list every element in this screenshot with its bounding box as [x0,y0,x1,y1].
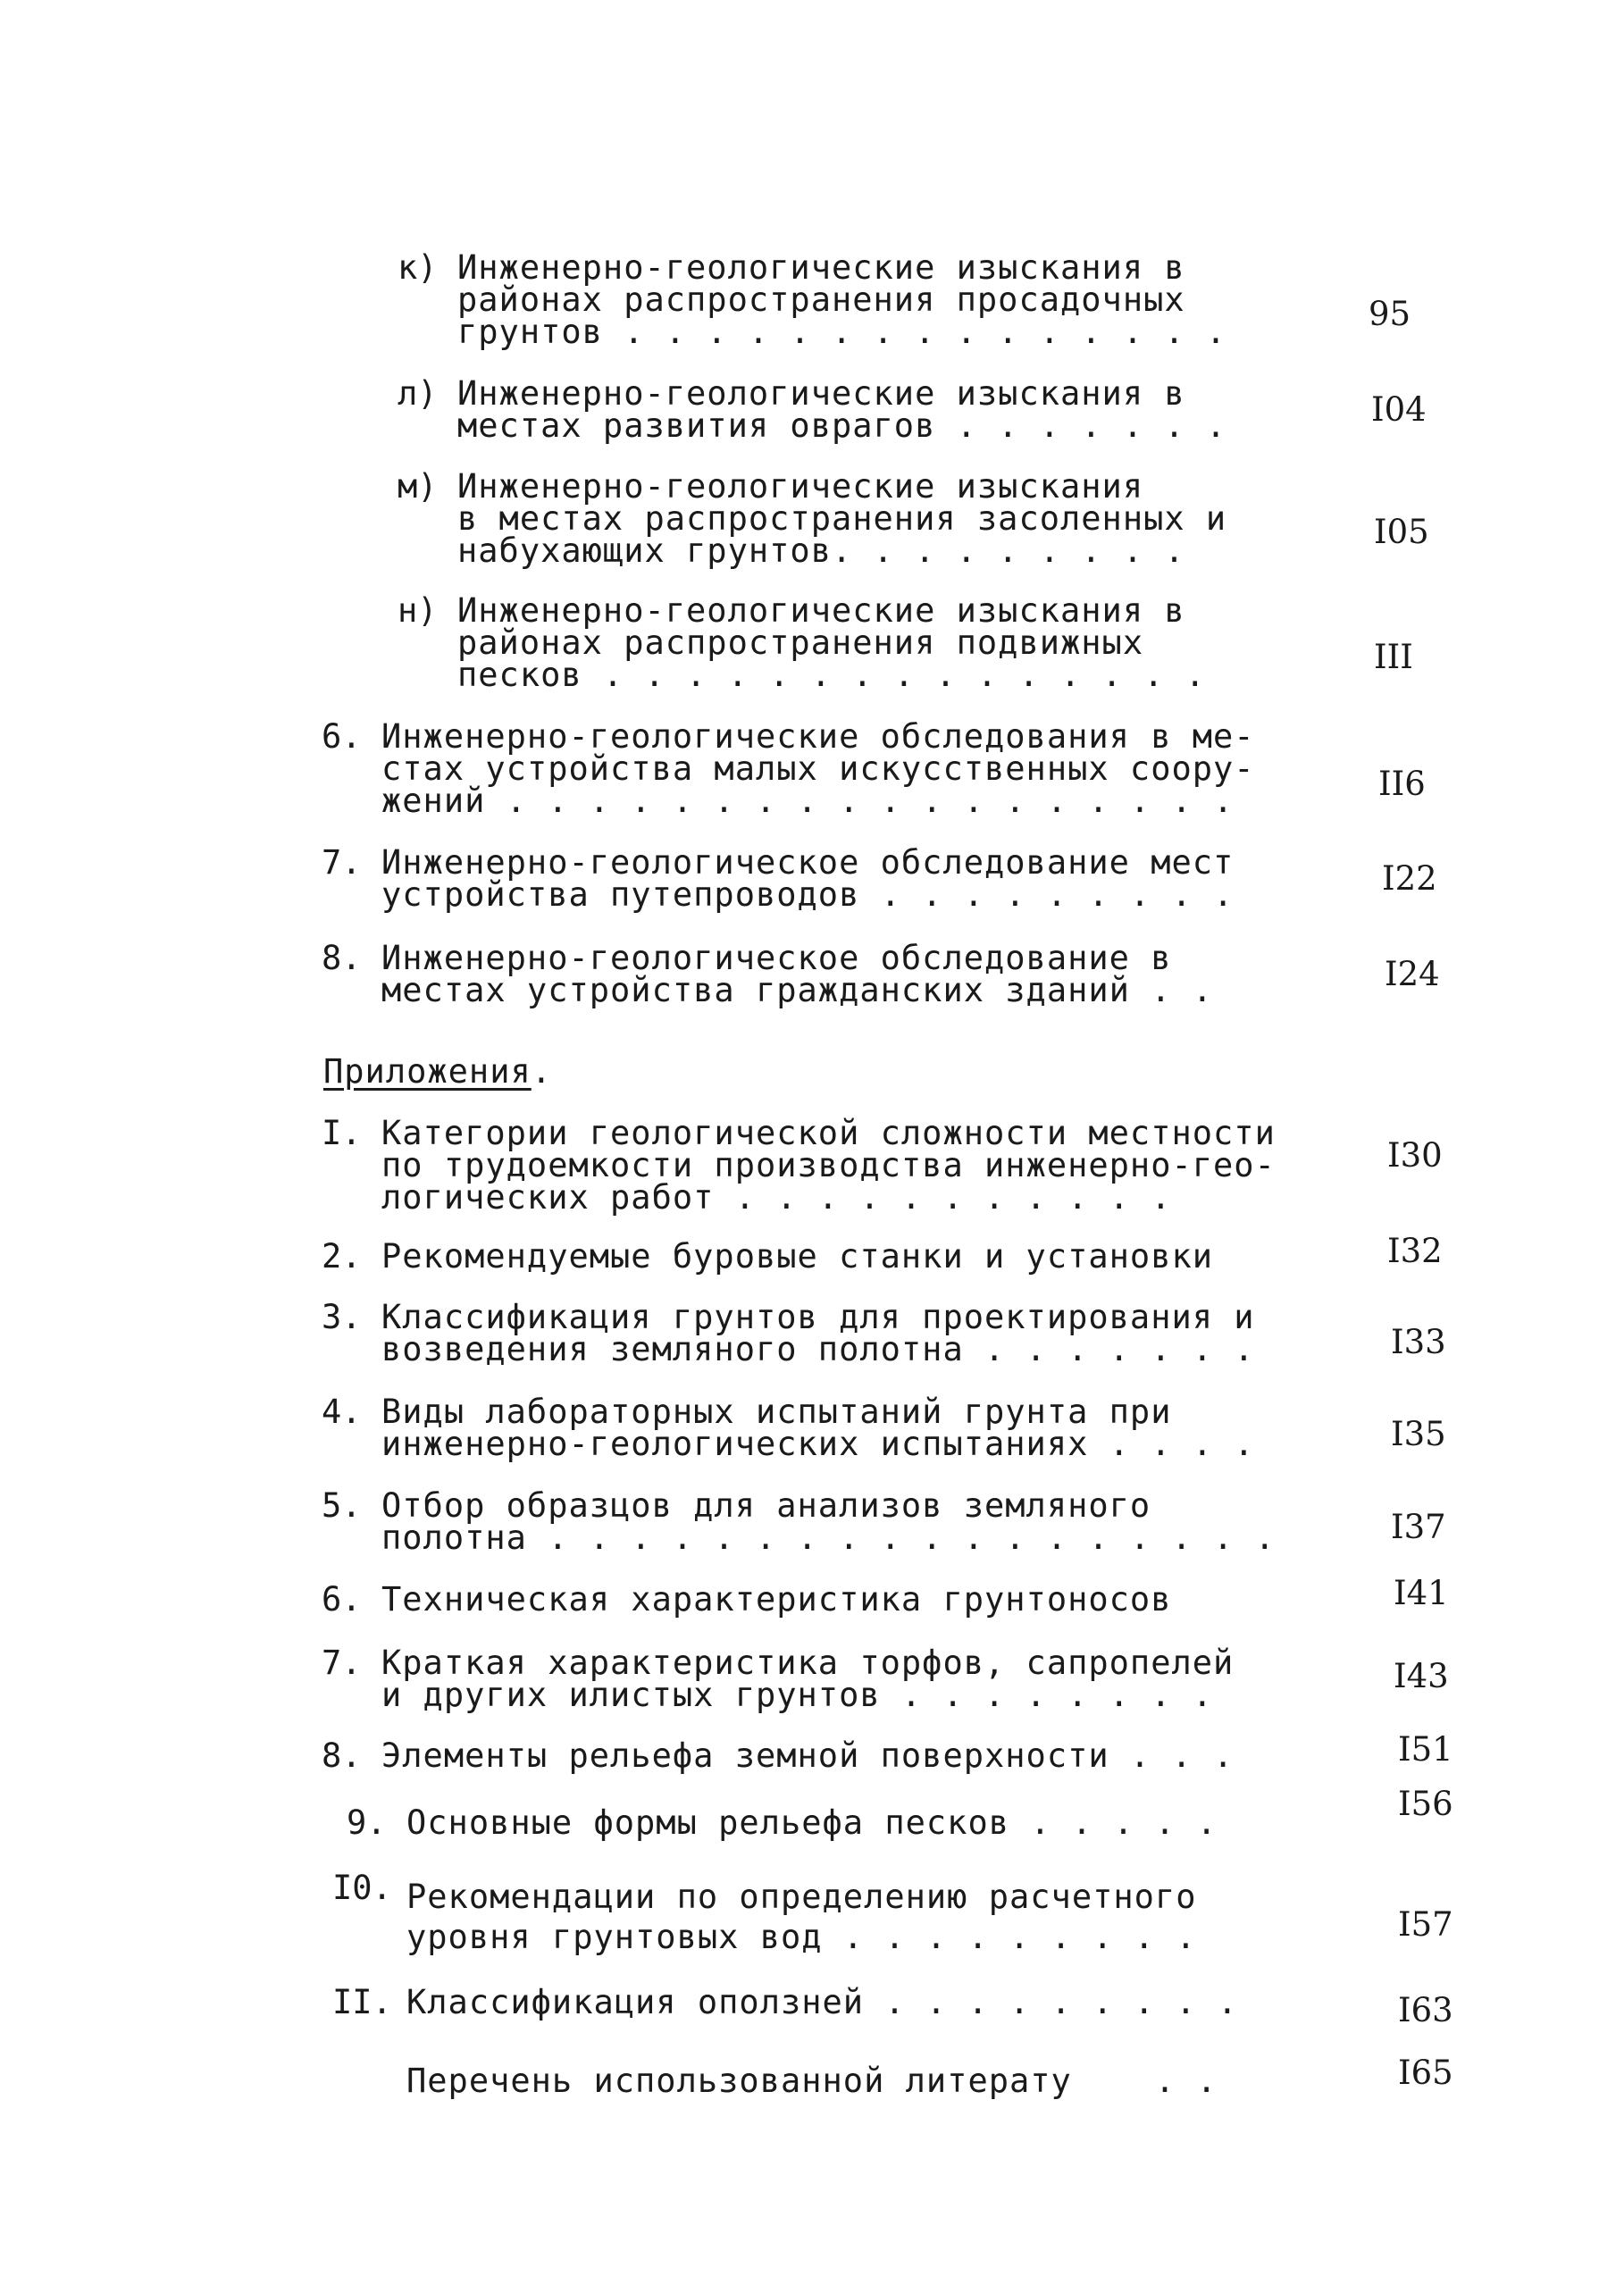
toc-section-6 [381,717,1255,820]
toc-subitem-n [457,591,1206,694]
appendix-heading-row [323,1052,553,1091]
toc-bibliography [406,2062,1218,2100]
toc-line: Инженерно-геологическое обследование в [381,939,1172,977]
toc-appendix-1 [381,1114,1276,1217]
toc-page-number: I05 [1374,513,1429,551]
toc-appendix-number: 9. [347,1803,387,1842]
toc-subitem-marker: м) [398,467,438,506]
toc-page-number: 95 [1369,295,1411,333]
toc-appendix-11 [406,1983,1239,2021]
toc-appendix-number: II. [332,1983,392,2021]
toc-line: в местах распространения засоленных и [457,499,1227,538]
toc-page-number: I43 [1394,1657,1449,1695]
toc-appendix-number: I. [322,1114,362,1152]
toc-line: грунтов . . . . . . . . . . . . . . . [457,313,1227,351]
appendix-heading-dot: . [531,1052,553,1091]
toc-line: Классификация оползней . . . . . . . . . [406,1983,1239,2021]
toc-appendix-9 [406,1803,1218,1842]
toc-subitem-marker: к) [398,248,438,287]
toc-appendix-3 [381,1298,1255,1368]
toc-line: и других илистых грунтов . . . . . . . . [381,1676,1214,1714]
toc-page-number: I32 [1387,1232,1443,1270]
toc-line: устройства путепроводов . . . . . . . . . [381,875,1235,914]
toc-appendix-number: 6. [322,1580,362,1619]
toc-page-number: I56 [1398,1785,1453,1823]
toc-page-number: I04 [1371,390,1427,429]
toc-line: логических работ . . . . . . . . . . . [381,1178,1172,1217]
toc-line: по трудоемкости производства инженерно-гео- [381,1146,1276,1184]
toc-section-8 [381,939,1214,1009]
toc-line: местах устройства гражданских зданий . . [381,971,1214,1009]
toc-page-number: I51 [1398,1730,1453,1769]
toc-line: Категории геологической сложности местности [381,1114,1276,1152]
toc-appendix-8 [381,1736,1235,1775]
toc-page-number: I30 [1387,1136,1443,1175]
toc-line: Рекомендуемые буровые станки и установки [381,1237,1214,1276]
toc-line: Классификация грунтов для проектирования и [381,1298,1255,1336]
appendix-heading: Приложения [323,1052,532,1091]
toc-line: Инженерно-геологические изыскания в [457,591,1185,630]
toc-appendix-number: 7. [322,1644,362,1682]
toc-line: Инженерно-геологические изыскания в [457,248,1185,287]
toc-line: Краткая характеристика торфов, сапропелей [381,1644,1235,1682]
toc-section-7 [381,843,1235,914]
toc-page-number: II6 [1378,765,1426,803]
toc-line: Инженерно-геологические изыскания в [457,374,1185,413]
toc-page-number: I33 [1391,1323,1446,1361]
toc-line: районах распространения просадочных [457,280,1185,319]
toc-page-number: I57 [1398,1905,1453,1944]
toc-subitem-l [457,374,1227,445]
toc-line: песков . . . . . . . . . . . . . . . [457,656,1206,694]
toc-page-number: I65 [1398,2054,1453,2092]
toc-subitem-marker: н) [398,591,438,630]
toc-page-number: III [1374,638,1413,676]
toc-line: Техническая характеристика грунтоносов [381,1580,1172,1619]
toc-page-number: I35 [1391,1415,1446,1453]
toc-line: Виды лабораторных испытаний грунта при [381,1393,1172,1431]
toc-appendix-number: 8. [322,1736,362,1775]
toc-line: Инженерно-геологические обследования в ме- [381,717,1255,756]
toc-line: Элементы рельефа земной поверхности . . . [381,1736,1235,1775]
toc-line: возведения земляного полотна . . . . . . . [381,1330,1255,1368]
toc-appendix-10 [406,1872,1196,1954]
toc-appendix-4 [381,1393,1255,1463]
toc-line: районах распространения подвижных [457,623,1144,662]
toc-line: Инженерно-геологические изыскания [457,467,1144,506]
toc-line: набухающих грунтов. . . . . . . . . [457,531,1185,570]
toc-line: Перечень использованной литерату . . [406,2062,1218,2100]
toc-line: стах устройства малых искусственных соору- [381,749,1255,788]
toc-line: Основные формы рельефа песков . . . . . [406,1803,1218,1842]
toc-page-number: I37 [1391,1508,1446,1546]
toc-page-number: I24 [1385,955,1440,993]
toc-appendix-number: 2. [322,1237,362,1276]
toc-line: Отбор образцов для анализов земляного [381,1486,1151,1525]
toc-section-number: 7. [322,843,362,882]
toc-appendix-7 [381,1644,1235,1714]
toc-line: местах развития оврагов . . . . . . . [457,406,1227,445]
toc-line: Инженерно-геологическое обследование мест [381,843,1235,882]
toc-line: полотна . . . . . . . . . . . . . . . . . . [381,1518,1276,1557]
toc-section-number: 8. [322,939,362,977]
toc-section-number: 6. [322,717,362,756]
toc-appendix-2 [381,1237,1214,1276]
toc-page-number: I22 [1382,859,1437,898]
toc-line: жений . . . . . . . . . . . . . . . . . . [381,782,1235,820]
toc-line: Рекомендации по определению расчетного [406,1878,1197,1916]
toc-appendix-number: I0. [332,1869,392,1907]
toc-subitem-k [457,248,1227,351]
toc-page-number: I41 [1394,1574,1449,1612]
toc-subitem-marker: л) [398,374,438,413]
toc-subitem-m [457,467,1227,570]
toc-page-number: I63 [1398,1991,1453,2029]
toc-line: инженерно-геологических испытаниях . . . . [381,1425,1255,1463]
toc-appendix-6 [381,1580,1172,1619]
toc-appendix-number: 5. [322,1486,362,1525]
toc-appendix-number: 3. [322,1298,362,1336]
toc-appendix-number: 4. [322,1393,362,1431]
toc-appendix-5 [381,1486,1276,1557]
toc-line: уровня грунтовых вод . . . . . . . . . [406,1918,1197,1956]
